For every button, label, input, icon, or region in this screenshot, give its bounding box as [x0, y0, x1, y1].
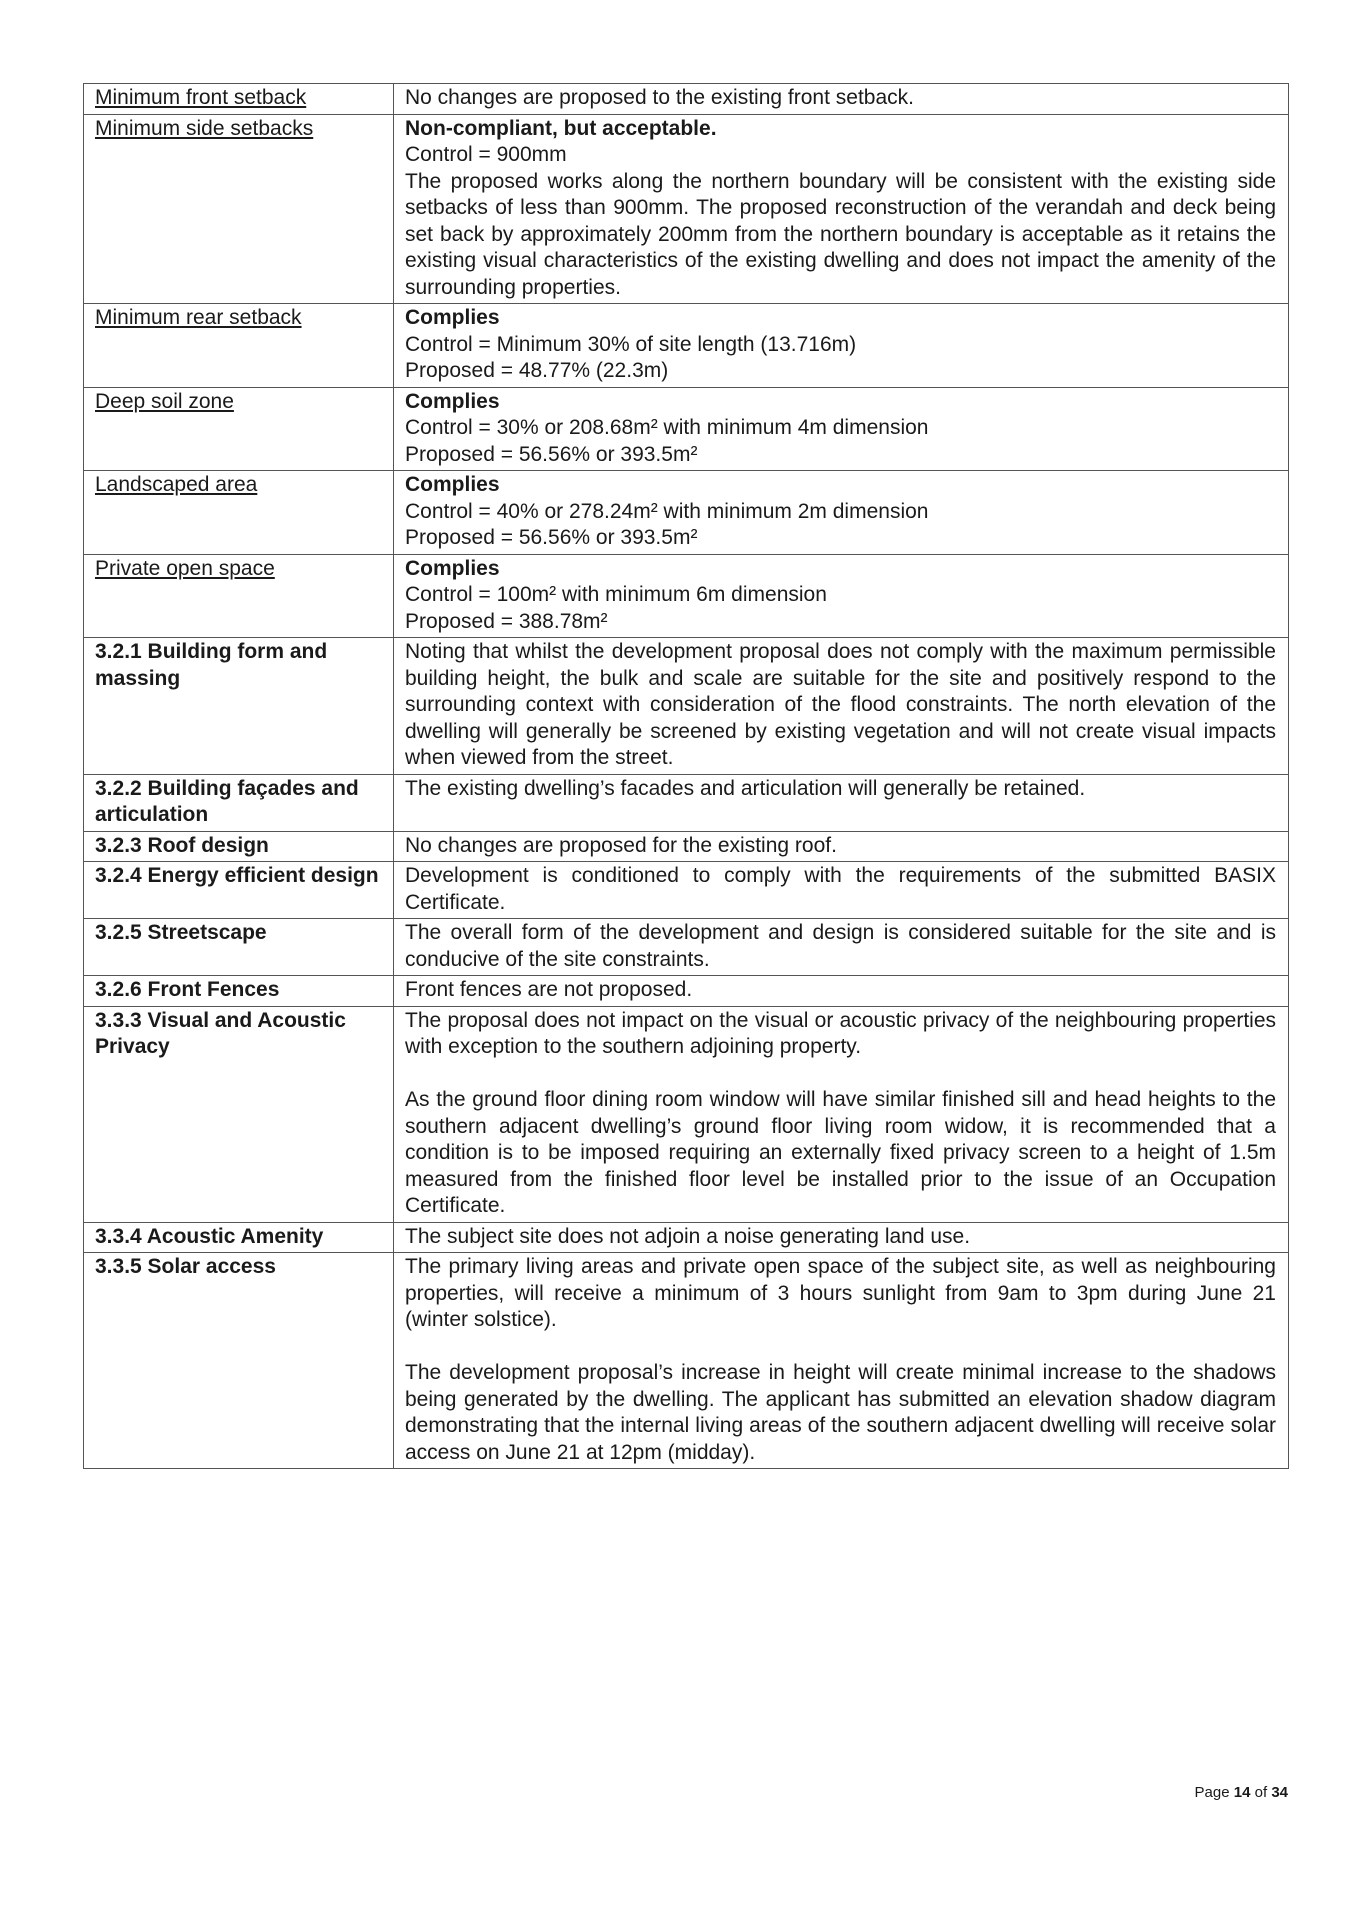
paragraph-spacer [405, 1334, 1276, 1361]
table-row [84, 774, 1289, 831]
row-label-cell [84, 1222, 394, 1253]
row-label-cell [84, 976, 394, 1007]
row-label: 3.2.4 Energy efficient design [95, 864, 379, 887]
row-label-cell [84, 387, 394, 471]
table-row [84, 1253, 1289, 1469]
row-label: 3.2.6 Front Fences [95, 978, 280, 1001]
row-detail-paragraph: The proposed works along the northern boundary will be consistent with the existing side setbacks of less than 900mm. The proposed reconstruction of the verandah and deck being set back by approximately 200mm from the northern boundary is acceptable as it retains the existing visual characteristics of the existing dwelling and does not impact the amenity of the surrounding properties. [405, 169, 1276, 299]
row-detail-line: Proposed = 56.56% or 393.5m² [405, 442, 698, 466]
row-detail-cell [394, 774, 1289, 831]
row-detail-line: Control = 30% or 208.68m² with minimum 4m dimension [405, 416, 929, 439]
row-detail-cell [394, 638, 1289, 775]
row-detail-line: Control = 100m² with minimum 6m dimension [405, 583, 827, 606]
row-detail-paragraph: As the ground floor dining room window will have similar finished sill and head heights to the southern adjacent dwelling’s ground floor living room widow, it is recommended that a condition is to be imposed requiring an externally fixed privacy screen to a height of 1.5m measured from the finished floor level be installed prior to the issue of an Occupation Certificate. [405, 1088, 1276, 1217]
row-detail-cell [394, 1006, 1289, 1222]
row-label: Landscaped area [95, 473, 258, 496]
row-detail-cell [394, 304, 1289, 388]
table-row [84, 1222, 1289, 1253]
row-detail-line: Control = Minimum 30% of site length (13.716m) [405, 332, 857, 356]
row-detail-paragraph: The primary living areas and private open space of the subject site, as well as neighbouring properties, will receive a minimum of 3 hours sunlight from 9am to 3pm during June 21 (winter solstice). [405, 1255, 1276, 1331]
row-label: Private open space [95, 556, 275, 580]
table-row [84, 304, 1289, 388]
row-label: 3.3.3 Visual and Acoustic Privacy [95, 1008, 346, 1058]
row-detail-paragraph: Noting that whilst the development proposal does not comply with the maximum permissible building height, the bulk and scale are suitable for the site and positively respond to the surrounding context with consideration of the flood constraints. The north elevation of the dwelling will generally be screened by existing vegetation and will not create visual impacts when viewed from the street. [405, 640, 1276, 769]
row-label-cell [84, 774, 394, 831]
compliance-table-body [84, 84, 1289, 1469]
row-status-heading: Non-compliant, but acceptable. [405, 116, 717, 140]
row-detail-cell [394, 831, 1289, 862]
page-footer [1195, 1784, 1288, 1801]
table-row [84, 976, 1289, 1007]
row-detail-line: Proposed = 56.56% or 393.5m² [405, 526, 698, 549]
row-detail-paragraph: The overall form of the development and design is considered suitable for the site and is conducive of the site constraints. [405, 921, 1276, 971]
row-detail-cell [394, 387, 1289, 471]
footer-of: of [1254, 1784, 1268, 1801]
row-detail-cell [394, 976, 1289, 1007]
row-label-cell [84, 304, 394, 388]
row-detail-line: Control = 40% or 278.24m² with minimum 2m dimension [405, 499, 929, 523]
row-detail-paragraph: The development proposal’s increase in height will create minimal increase to the shadows being generated by the dwelling. The applicant has submitted an elevation shadow diagram demonstrating that the internal living areas of the southern adjacent dwelling will receive solar access on June 21 at 12pm (midday). [405, 1361, 1276, 1464]
table-row [84, 831, 1289, 862]
row-detail-cell [394, 1222, 1289, 1253]
row-detail-cell [394, 554, 1289, 638]
row-label-cell [84, 84, 394, 115]
table-row [84, 471, 1289, 555]
row-status-heading: Complies [405, 556, 500, 580]
row-label: Minimum side setbacks [95, 116, 314, 140]
row-label: 3.2.5 Streetscape [95, 921, 267, 944]
row-detail-line: The subject site does not adjoin a noise generating land use. [405, 1224, 971, 1248]
footer-page-number: 14 [1233, 1784, 1251, 1801]
compliance-table [83, 83, 1289, 1469]
row-detail-line: Front fences are not proposed. [405, 978, 693, 1001]
paragraph-spacer [405, 1061, 1276, 1088]
table-row [84, 638, 1289, 775]
row-detail-cell [394, 471, 1289, 555]
row-label-cell [84, 862, 394, 919]
row-detail-cell [394, 114, 1289, 304]
row-label: 3.2.3 Roof design [95, 833, 269, 857]
footer-page-total: 34 [1271, 1784, 1288, 1801]
row-status-heading: Complies [405, 389, 500, 413]
row-label-cell [84, 1253, 394, 1469]
table-row [84, 1006, 1289, 1222]
row-label-cell [84, 919, 394, 976]
row-label-cell [84, 114, 394, 304]
row-detail-paragraph: The proposal does not impact on the visual or acoustic privacy of the neighbouring properties with exception to the southern adjoining property. [405, 1008, 1276, 1058]
row-detail-line: Control = 900mm [405, 143, 567, 166]
row-detail-line: The existing dwelling’s facades and articulation will generally be retained. [405, 776, 1086, 800]
row-detail-cell [394, 1253, 1289, 1469]
row-label: 3.2.1 Building form and massing [95, 640, 328, 690]
row-detail-paragraph: Development is conditioned to comply with the requirements of the submitted BASIX Certificate. [405, 864, 1276, 914]
row-label: Minimum front setback [95, 86, 307, 109]
row-detail-line: No changes are proposed to the existing front setback. [405, 86, 914, 109]
row-status-heading: Complies [405, 306, 500, 329]
row-detail-cell [394, 862, 1289, 919]
row-label-cell [84, 831, 394, 862]
row-label: 3.2.2 Building façades and articulation [95, 776, 359, 826]
row-label-cell [84, 471, 394, 555]
row-detail-cell [394, 919, 1289, 976]
table-row [84, 114, 1289, 304]
row-label: Minimum rear setback [95, 306, 302, 329]
table-row [84, 862, 1289, 919]
footer-page-prefix: Page [1194, 1784, 1230, 1801]
row-label: 3.3.5 Solar access [95, 1255, 276, 1278]
row-label-cell [84, 1006, 394, 1222]
table-row [84, 919, 1289, 976]
row-detail-line: Proposed = 388.78m² [405, 609, 608, 633]
row-label: 3.3.4 Acoustic Amenity [95, 1224, 324, 1248]
table-row [84, 554, 1289, 638]
row-detail-line: Proposed = 48.77% (22.3m) [405, 359, 669, 382]
row-status-heading: Complies [405, 473, 500, 496]
row-label-cell [84, 638, 394, 775]
row-label-cell [84, 554, 394, 638]
row-detail-cell [394, 84, 1289, 115]
row-label: Deep soil zone [95, 389, 234, 413]
table-row [84, 387, 1289, 471]
table-row [84, 84, 1289, 115]
row-detail-line: No changes are proposed for the existing roof. [405, 833, 837, 857]
